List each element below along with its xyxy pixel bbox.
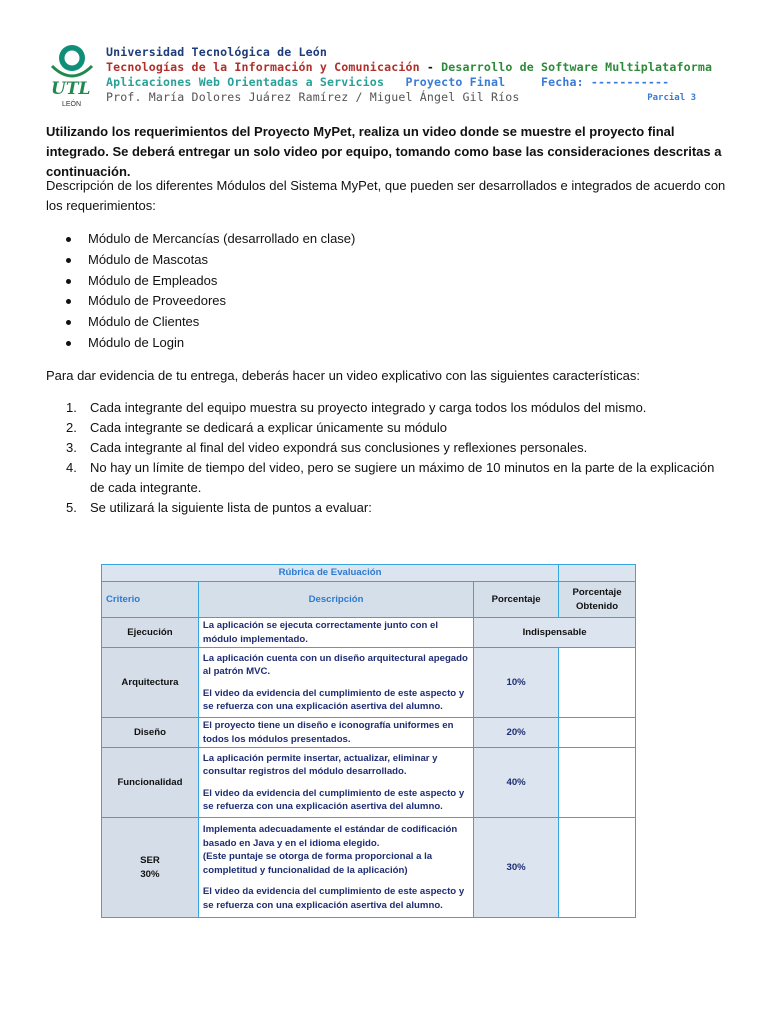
description-paragraph: Descripción de los diferentes Módulos del Sistema MyPet, que pueden ser desarrollados e integrados de acuerdo con los requerimientos: (46, 178, 726, 213)
list-item: Módulo de Mascotas (46, 250, 355, 271)
table-title-row (102, 565, 636, 582)
modules-list (46, 229, 355, 354)
obtenido-cell[interactable] (559, 748, 636, 818)
descripcion-cell: La aplicación cuenta con un diseño arquitectural apegado al patrón MVC. El video da evidencia del cumplimiento de este aspecto y se refuerza con una explicación asertiva del alumno. (198, 648, 473, 718)
list-item: 4. No hay un límite de tiempo del video, pero se sugiere un máximo de 10 minutos en la parte de la explicación de cada integrante. (66, 460, 715, 495)
area-name: Tecnologías de la Información y Comunicación (106, 60, 420, 74)
criterio-cell: Arquitectura (102, 648, 199, 718)
utl-logo (48, 42, 96, 108)
header-porcentaje: Porcentaje (474, 582, 559, 618)
list-item: Módulo de Proveedores (46, 291, 355, 312)
table-header-row (102, 582, 636, 618)
criterio-cell: Ejecución (102, 618, 199, 648)
list-item: 3. Cada integrante al final del video expondrá sus conclusiones y reflexiones personales. (66, 440, 588, 455)
career-name: Desarrollo de Software Multiplataforma (441, 60, 713, 74)
svg-text:LEÓN: LEÓN (62, 101, 82, 108)
header-subject-line (106, 75, 669, 89)
steps-list (46, 398, 726, 518)
intro-paragraph: Utilizando los requerimientos del Proyecto MyPet, realiza un video donde se muestre el proyecto final integrado. Se deberá entregar un solo video por equipo, tomando como base las consideraciones descritas a continuación. (46, 124, 722, 179)
descripcion-cell: El proyecto tiene un diseño e iconografía uniformes en todos los módulos presentados. (198, 718, 473, 748)
list-item: Módulo de Empleados (46, 271, 355, 292)
list-item: 1. Cada integrante del equipo muestra su proyecto integrado y carga todos los módulos del mismo. (66, 400, 647, 415)
header-area-line (106, 60, 712, 74)
porcentaje-cell: Indispensable (474, 618, 636, 648)
criterio-cell: Diseño (102, 718, 199, 748)
date-value: ----------- (590, 75, 670, 89)
list-item: Módulo de Login (46, 333, 355, 354)
criterio-cell: SER 30% (102, 818, 199, 918)
list-item: 2. Cada integrante se dedicará a explicar únicamente su módulo (66, 420, 447, 435)
list-item: 5. Se utilizará la siguiente lista de puntos a evaluar: (66, 500, 372, 515)
professors: Prof. María Dolores Juárez Ramírez / Miguel Ángel Gil Ríos (106, 90, 520, 104)
svg-text:UTL: UTL (51, 79, 91, 99)
obtenido-cell[interactable] (559, 718, 636, 748)
obtenido-cell[interactable] (559, 648, 636, 718)
porcentaje-cell: 40% (474, 748, 559, 818)
header-obtenido: Porcentaje Obtenido (559, 582, 636, 618)
rubric-title: Rúbrica de Evaluación (102, 565, 559, 582)
university-name: Universidad Tecnológica de León (106, 45, 328, 59)
list-item: Módulo de Clientes (46, 312, 355, 333)
table-row (102, 818, 636, 918)
header-criterio: Criterio (102, 582, 199, 618)
obtenido-cell[interactable] (559, 818, 636, 918)
rubric-table (101, 564, 636, 918)
porcentaje-cell: 20% (474, 718, 559, 748)
header-descripcion: Descripción (198, 582, 473, 618)
partial-label: Parcial 3 (647, 93, 696, 103)
evidence-paragraph: Para dar evidencia de tu entrega, deberás hacer un video explicativo con las siguientes características: (46, 368, 641, 383)
porcentaje-cell: 10% (474, 648, 559, 718)
descripcion-cell: La aplicación se ejecuta correctamente junto con el módulo implementado. (198, 618, 473, 648)
table-row (102, 718, 636, 748)
descripcion-cell: La aplicación permite insertar, actualizar, eliminar y consultar registros del módulo desarrollado. El video da evidencia del cumplimiento de este aspecto y se refuerza con una explicación asertiva del alumno. (198, 748, 473, 818)
table-row (102, 748, 636, 818)
table-row (102, 648, 636, 718)
criterio-cell: Funcionalidad (102, 748, 199, 818)
subject-name: Aplicaciones Web Orientadas a Servicios (106, 75, 385, 89)
porcentaje-cell: 30% (474, 818, 559, 918)
separator-dash: - (426, 60, 435, 74)
table-row (102, 618, 636, 648)
date-label: Fecha: (540, 75, 584, 89)
project-label: Proyecto Final (405, 75, 506, 89)
descripcion-cell: Implementa adecuadamente el estándar de codificación basado en Java y en el idioma elegido. (Este puntaje se otorga de forma proporcional a la completitud y funcionalidad de la aplicación) El video da evidencia del cumplimiento de este aspecto y se refuerza con una explicación asertiva del alumno. (198, 818, 473, 918)
list-item: Módulo de Mercancías (desarrollado en clase) (46, 229, 355, 250)
